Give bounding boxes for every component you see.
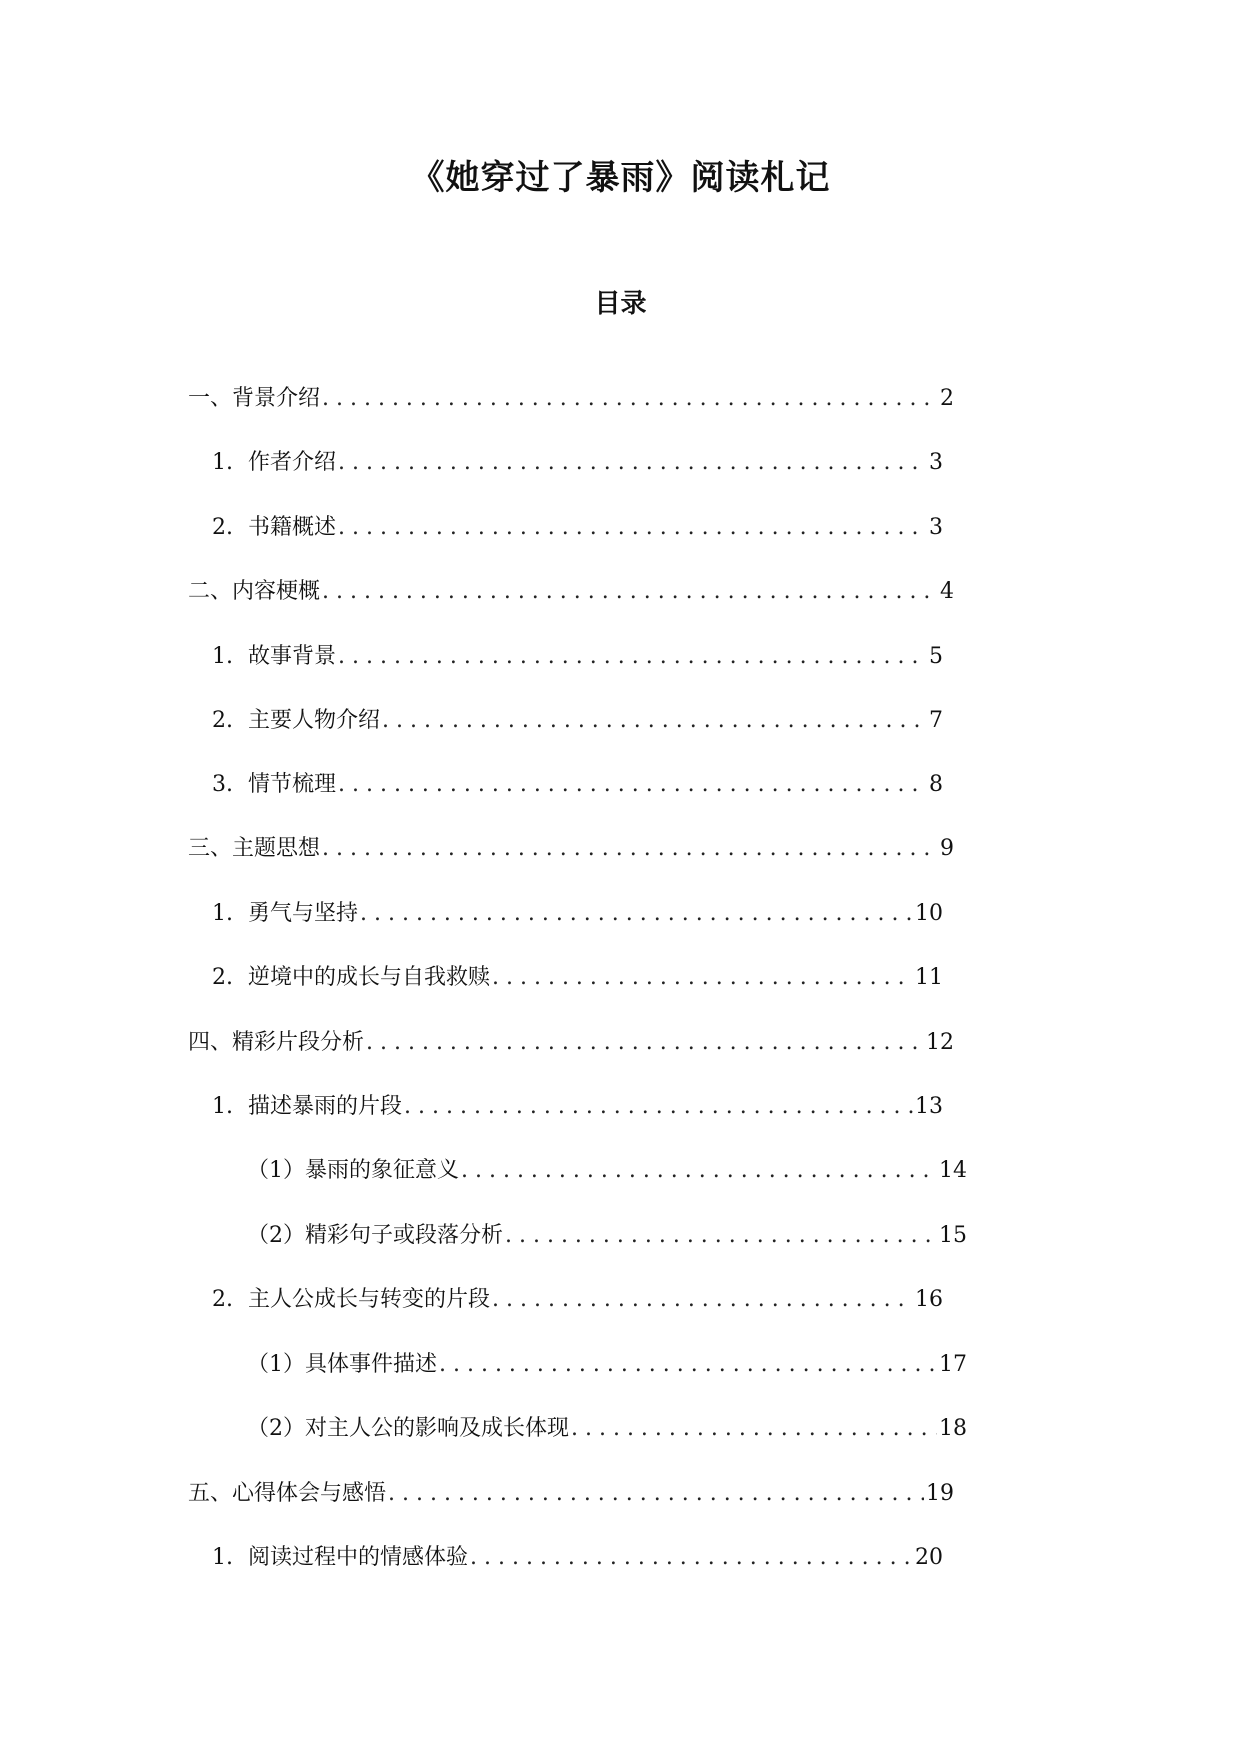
toc-entry[interactable] — [188, 1479, 954, 1509]
toc-leader-dots — [320, 384, 938, 414]
toc-leader-dots — [386, 1479, 924, 1509]
toc-entry-label: 勇气与坚持 — [248, 901, 359, 926]
toc-entry-page: 4 — [940, 579, 954, 604]
toc-entry-page: 3 — [929, 450, 943, 475]
toc-leader-dots — [320, 577, 938, 607]
toc-entry[interactable] — [188, 384, 954, 414]
toc-leader-dots — [358, 899, 913, 929]
toc-entry-label: 主要人物介绍 — [248, 708, 381, 733]
toc-entry-label: 书籍概述 — [248, 515, 337, 540]
toc-entry-number: 1. — [212, 1545, 233, 1570]
toc-entry-number: 1. — [212, 1094, 233, 1119]
toc-leader-dots — [320, 834, 938, 864]
toc-entry-label: 二、内容梗概 — [188, 579, 321, 604]
toc-entry-page: 16 — [915, 1287, 943, 1312]
toc-entry-page: 20 — [915, 1545, 943, 1570]
toc-entry-label: 主人公成长与转变的片段 — [248, 1287, 491, 1312]
toc-leader-dots — [490, 1285, 913, 1315]
toc-entry-label: 逆境中的成长与自我救赎 — [248, 965, 491, 990]
toc-entry-label: （1）暴雨的象征意义 — [247, 1158, 459, 1183]
toc-leader-dots — [503, 1221, 937, 1251]
toc-entry-label: 一、背景介绍 — [188, 386, 321, 411]
toc-entry-number: 2. — [212, 1287, 233, 1312]
toc-entry[interactable] — [188, 577, 954, 607]
toc-entry-page: 2 — [940, 386, 954, 411]
toc-entry-page: 3 — [929, 515, 943, 540]
toc-entry-page: 8 — [929, 772, 943, 797]
toc-entry-label: （2）精彩句子或段落分析 — [247, 1223, 503, 1248]
toc-entry-page: 11 — [915, 965, 943, 990]
toc-entry-number: 1. — [212, 450, 233, 475]
toc-entry-number: 2. — [212, 965, 233, 990]
toc-entry-page: 5 — [929, 644, 943, 669]
toc-entry-page: 7 — [929, 708, 943, 733]
toc-entry[interactable] — [247, 1414, 967, 1444]
toc-entry[interactable] — [247, 1221, 967, 1251]
toc-entry[interactable] — [212, 1092, 943, 1122]
toc-entry-page: 10 — [915, 901, 943, 926]
toc-entry[interactable] — [212, 448, 943, 478]
toc-entry[interactable] — [212, 963, 943, 993]
document-title: 《她穿过了暴雨》阅读札记 — [410, 158, 831, 198]
toc-entry-label: 阅读过程中的情感体验 — [248, 1545, 469, 1570]
toc-heading: 目录 — [594, 289, 647, 319]
toc-entry-label: 作者介绍 — [248, 450, 337, 475]
toc-entry-label: （2）对主人公的影响及成长体现 — [247, 1416, 569, 1441]
toc-entry-number: 1. — [212, 644, 233, 669]
toc-entry-label: （1）具体事件描述 — [247, 1352, 437, 1377]
toc-leader-dots — [336, 448, 927, 478]
toc-leader-dots — [336, 642, 927, 672]
toc-entry-page: 15 — [939, 1223, 967, 1248]
toc-entry[interactable] — [212, 770, 943, 800]
toc-entry-page: 12 — [926, 1030, 954, 1055]
toc-entry-page: 14 — [939, 1158, 967, 1183]
toc-entry[interactable] — [188, 1028, 954, 1058]
toc-entry-page: 9 — [940, 836, 954, 861]
toc-entry-label: 情节梳理 — [248, 772, 337, 797]
toc-entry-page: 13 — [915, 1094, 943, 1119]
toc-entry[interactable] — [212, 513, 943, 543]
toc-entry-label: 故事背景 — [248, 644, 337, 669]
toc-entry-page: 17 — [939, 1352, 967, 1377]
toc-entry[interactable] — [212, 642, 943, 672]
toc-leader-dots — [569, 1414, 937, 1444]
toc-entry-label: 五、心得体会与感悟 — [188, 1481, 387, 1506]
toc-entry-number: 2. — [212, 515, 233, 540]
toc-entry-label: 三、主题思想 — [188, 836, 321, 861]
toc-entry[interactable] — [247, 1350, 967, 1380]
toc-entry[interactable] — [188, 834, 954, 864]
toc-leader-dots — [364, 1028, 924, 1058]
toc-leader-dots — [468, 1543, 913, 1573]
toc-entry-page: 19 — [926, 1481, 954, 1506]
toc-entry[interactable] — [212, 899, 943, 929]
toc-entry[interactable] — [212, 1543, 943, 1573]
toc-entry[interactable] — [247, 1156, 967, 1186]
toc-leader-dots — [490, 963, 913, 993]
toc-entry-number: 3. — [212, 772, 233, 797]
toc-leader-dots — [402, 1092, 913, 1122]
toc-leader-dots — [336, 513, 927, 543]
toc-leader-dots — [336, 770, 927, 800]
toc-entry-label: 四、精彩片段分析 — [188, 1030, 365, 1055]
toc-entry-number: 2. — [212, 708, 233, 733]
toc-leader-dots — [437, 1350, 937, 1380]
toc-entry-page: 18 — [939, 1416, 967, 1441]
toc-leader-dots — [380, 706, 927, 736]
toc-entry[interactable] — [212, 706, 943, 736]
toc-entry[interactable] — [212, 1285, 943, 1315]
toc-leader-dots — [459, 1156, 937, 1186]
toc-entry-label: 描述暴雨的片段 — [248, 1094, 403, 1119]
toc-entry-number: 1. — [212, 901, 233, 926]
